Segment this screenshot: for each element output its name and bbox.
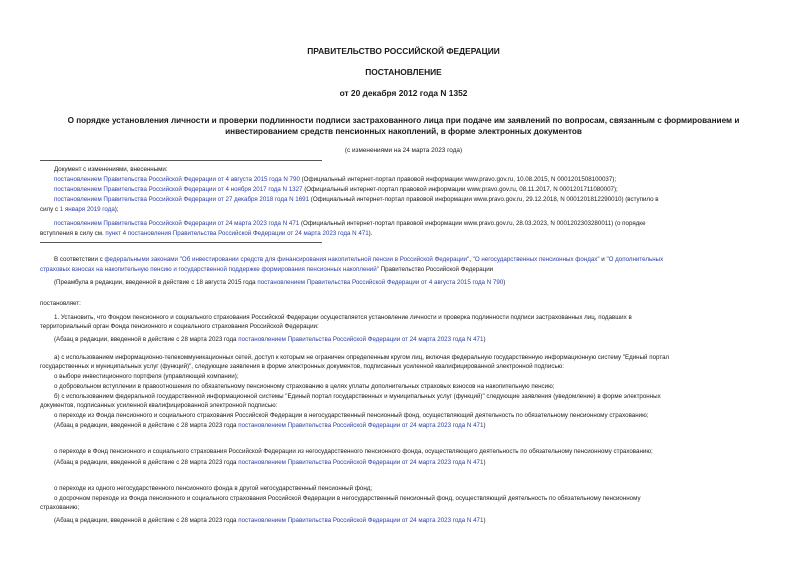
amendment-note xyxy=(54,421,486,430)
note-text: ) xyxy=(483,459,486,466)
change-source: ). xyxy=(368,230,373,237)
list-item: о добровольном вступлении в правоотношения по обязательному пенсионному страхованию в целях уплаты дополнительных страховых взносов на накопительную пенсию; xyxy=(54,383,555,390)
preamble-note xyxy=(54,278,505,287)
note-text: (Абзац в редакции, введенной в действие с 28 марта 2023 года xyxy=(54,517,239,524)
additional-contributions-law-link[interactable]: "О дополнительных xyxy=(606,256,664,263)
change-link-471[interactable]: постановлением Правительства Российской Федерации от 24 марта 2023 года N 471 xyxy=(54,220,300,227)
note-text: (Абзац в редакции, введенной в действие с 28 марта 2023 года xyxy=(54,422,239,429)
clause-1-line: территориальный орган Фонда пенсионного и социального страхования Российской Федерации: xyxy=(40,323,319,330)
change-source: (Официальный интернет-портал правовой информации www.pravo.gov.ru, 08.11.2017, N 0001201711080007); xyxy=(302,186,618,193)
list-item: о переходе из Фонда пенсионного и социального страхования Российской Федерации в негосударственный пенсионный фонд, осуществляющий деятельность по обязательному пенсионному страхованию; xyxy=(54,412,649,419)
list-item: о переходе из одного негосударственного пенсионного фонда в другой негосударственный пенсионный фонд; xyxy=(54,485,373,492)
bottom-divider xyxy=(40,242,322,243)
change-source: (Официальный интернет-портал правовой информации www.pravo.gov.ru, 29.12.2018, N 0001201812290010) (вступило в xyxy=(309,196,659,203)
preamble-note-link[interactable]: постановлением Правительства Российской Федерации от 4 августа 2015 года N 790 xyxy=(257,279,504,286)
change-source: (Официальный интернет-портал правовой информации www.pravo.gov.ru, 10.08.2015, N 0001201508100037); xyxy=(299,176,617,183)
clause-1-line: 1. Установить, что Фондом пенсионного и социального страхования Российской Федерации осуществляется установление личности и проверка подлинности подписи застрахованных лиц, подавших в xyxy=(54,314,632,321)
note-text: ) xyxy=(483,336,486,343)
amendment-note xyxy=(54,335,486,344)
change-link-1691[interactable]: постановлением Правительства Российской Федерации от 27 декабря 2018 года N 1691 xyxy=(54,196,310,203)
effective-date-link[interactable]: 1 января 2019 года xyxy=(59,206,115,213)
federal-laws-link[interactable]: федеральными законами "Об инвестировании средств для финансирования накопительной пенсии в Российской Федерации" xyxy=(104,256,470,263)
change-link-790[interactable]: постановлением Правительства Российской Федерации от 4 августа 2015 года N 790 xyxy=(54,176,300,183)
additional-contributions-law-link-cont[interactable]: страховых взносах на накопительную пенсию и государственной поддержке формирования пенсионных накоплений" xyxy=(40,266,379,273)
list-item: о выборе инвестиционного портфеля (управляющей компании); xyxy=(54,373,239,380)
change-source: вступления в силу см. xyxy=(40,230,106,237)
government-heading: ПРАВИТЕЛЬСТВО РОССИЙСКОЙ ФЕДЕРАЦИИ xyxy=(307,46,500,56)
note-text: ) xyxy=(483,517,486,524)
change-link-1327[interactable]: постановлением Правительства Российской Федерации от 4 ноября 2017 года N 1327 xyxy=(54,186,303,193)
note-text: ) xyxy=(503,279,506,286)
document-title: О порядке установления личности и проверки подлинности подписи застрахованного лица при подаче им заявлений по вопросам, связанным с формированием и инвестированием средств пенсионных накоплений, в форме электронных документов xyxy=(67,116,740,136)
preamble-text: В соответствии с xyxy=(54,256,105,263)
change-row xyxy=(54,175,616,184)
top-divider xyxy=(40,160,322,161)
note-text: ) xyxy=(483,422,486,429)
change-row-cont xyxy=(40,205,119,214)
changes-intro: Документ с изменениями, внесенными: xyxy=(54,166,168,173)
change-source: ); xyxy=(114,206,119,213)
preamble-line xyxy=(40,265,493,274)
point4-link[interactable]: пункт 4 постановления Правительства Российской Федерации от 24 марта 2023 года N 471 xyxy=(105,230,369,237)
preamble-line xyxy=(54,255,663,264)
edition-note: (с изменениями на 24 марта 2023 года) xyxy=(344,147,463,154)
decides-text: постановляет: xyxy=(40,300,81,307)
subclause-a-line: а) с использованием информационно-телекоммуникационных сетей, доступ к которым не ограничен определенным кругом лиц, включая федеральную государственную информационную систему "Единый портал xyxy=(54,354,670,361)
document-type-heading: ПОСТАНОВЛЕНИЕ xyxy=(365,67,442,77)
preamble-text: , xyxy=(469,256,473,263)
amendment-link[interactable]: постановлением Правительства Российской Федерации от 24 марта 2023 года N 471 xyxy=(238,336,484,343)
subclause-b-line: б) с использованием федеральной государственной информационной системы "Единый портал государственных и муниципальных услуг (функций)" следующие заявления (уведомление) в форме электронных xyxy=(54,393,661,400)
amendment-note xyxy=(54,516,486,525)
preamble-text: и xyxy=(599,256,607,263)
change-row-cont xyxy=(40,229,372,238)
note-text: (Абзац в редакции, введенной в действие с 28 марта 2023 года xyxy=(54,336,239,343)
list-item-cont: страхованию; xyxy=(40,504,80,511)
subclause-a-line: государственных и муниципальных услуг (функций)", следующие заявления в форме электронных документов, подписанных усиленной квалифицированной электронной подписью: xyxy=(40,363,565,370)
amendment-link[interactable]: постановлением Правительства Российской Федерации от 24 марта 2023 года N 471 xyxy=(238,422,484,429)
preamble-text: Правительство Российской Федерации xyxy=(378,266,494,273)
list-item: о досрочном переходе из Фонда пенсионного и социального страхования Российской Федерации в негосударственный пенсионный фонд, осуществляющий деятельность по обязательному пенсионному xyxy=(54,495,641,502)
change-row xyxy=(54,219,646,228)
note-text: (Преамбула в редакции, введенной в действие с 18 августа 2015 года xyxy=(54,279,258,286)
npf-law-link[interactable]: "О негосударственных пенсионных фондах" xyxy=(472,256,600,263)
note-text: (Абзац в редакции, введенной в действие с 28 марта 2023 года xyxy=(54,459,239,466)
change-source: (Официальный интернет-портал правовой информации www.pravo.gov.ru, 28.03.2023, N 0001202303280011) (о порядке xyxy=(299,220,646,227)
amendment-note xyxy=(54,458,486,467)
change-source: силу с xyxy=(40,206,60,213)
subclause-b-line: документов, подписанных усиленной квалифицированной электронной подписью: xyxy=(40,402,278,409)
change-row xyxy=(54,185,618,194)
change-row xyxy=(54,195,659,204)
list-item: о переходе в Фонд пенсионного и социального страхования Российской Федерации из негосударственного пенсионного фонда, осуществляющего деятельность по обязательному пенсионному страхованию; xyxy=(54,448,653,455)
amendment-link[interactable]: постановлением Правительства Российской Федерации от 24 марта 2023 года N 471 xyxy=(238,517,484,524)
amendment-link[interactable]: постановлением Правительства Российской Федерации от 24 марта 2023 года N 471 xyxy=(238,459,484,466)
date-number-heading: от 20 декабря 2012 года N 1352 xyxy=(339,88,468,98)
